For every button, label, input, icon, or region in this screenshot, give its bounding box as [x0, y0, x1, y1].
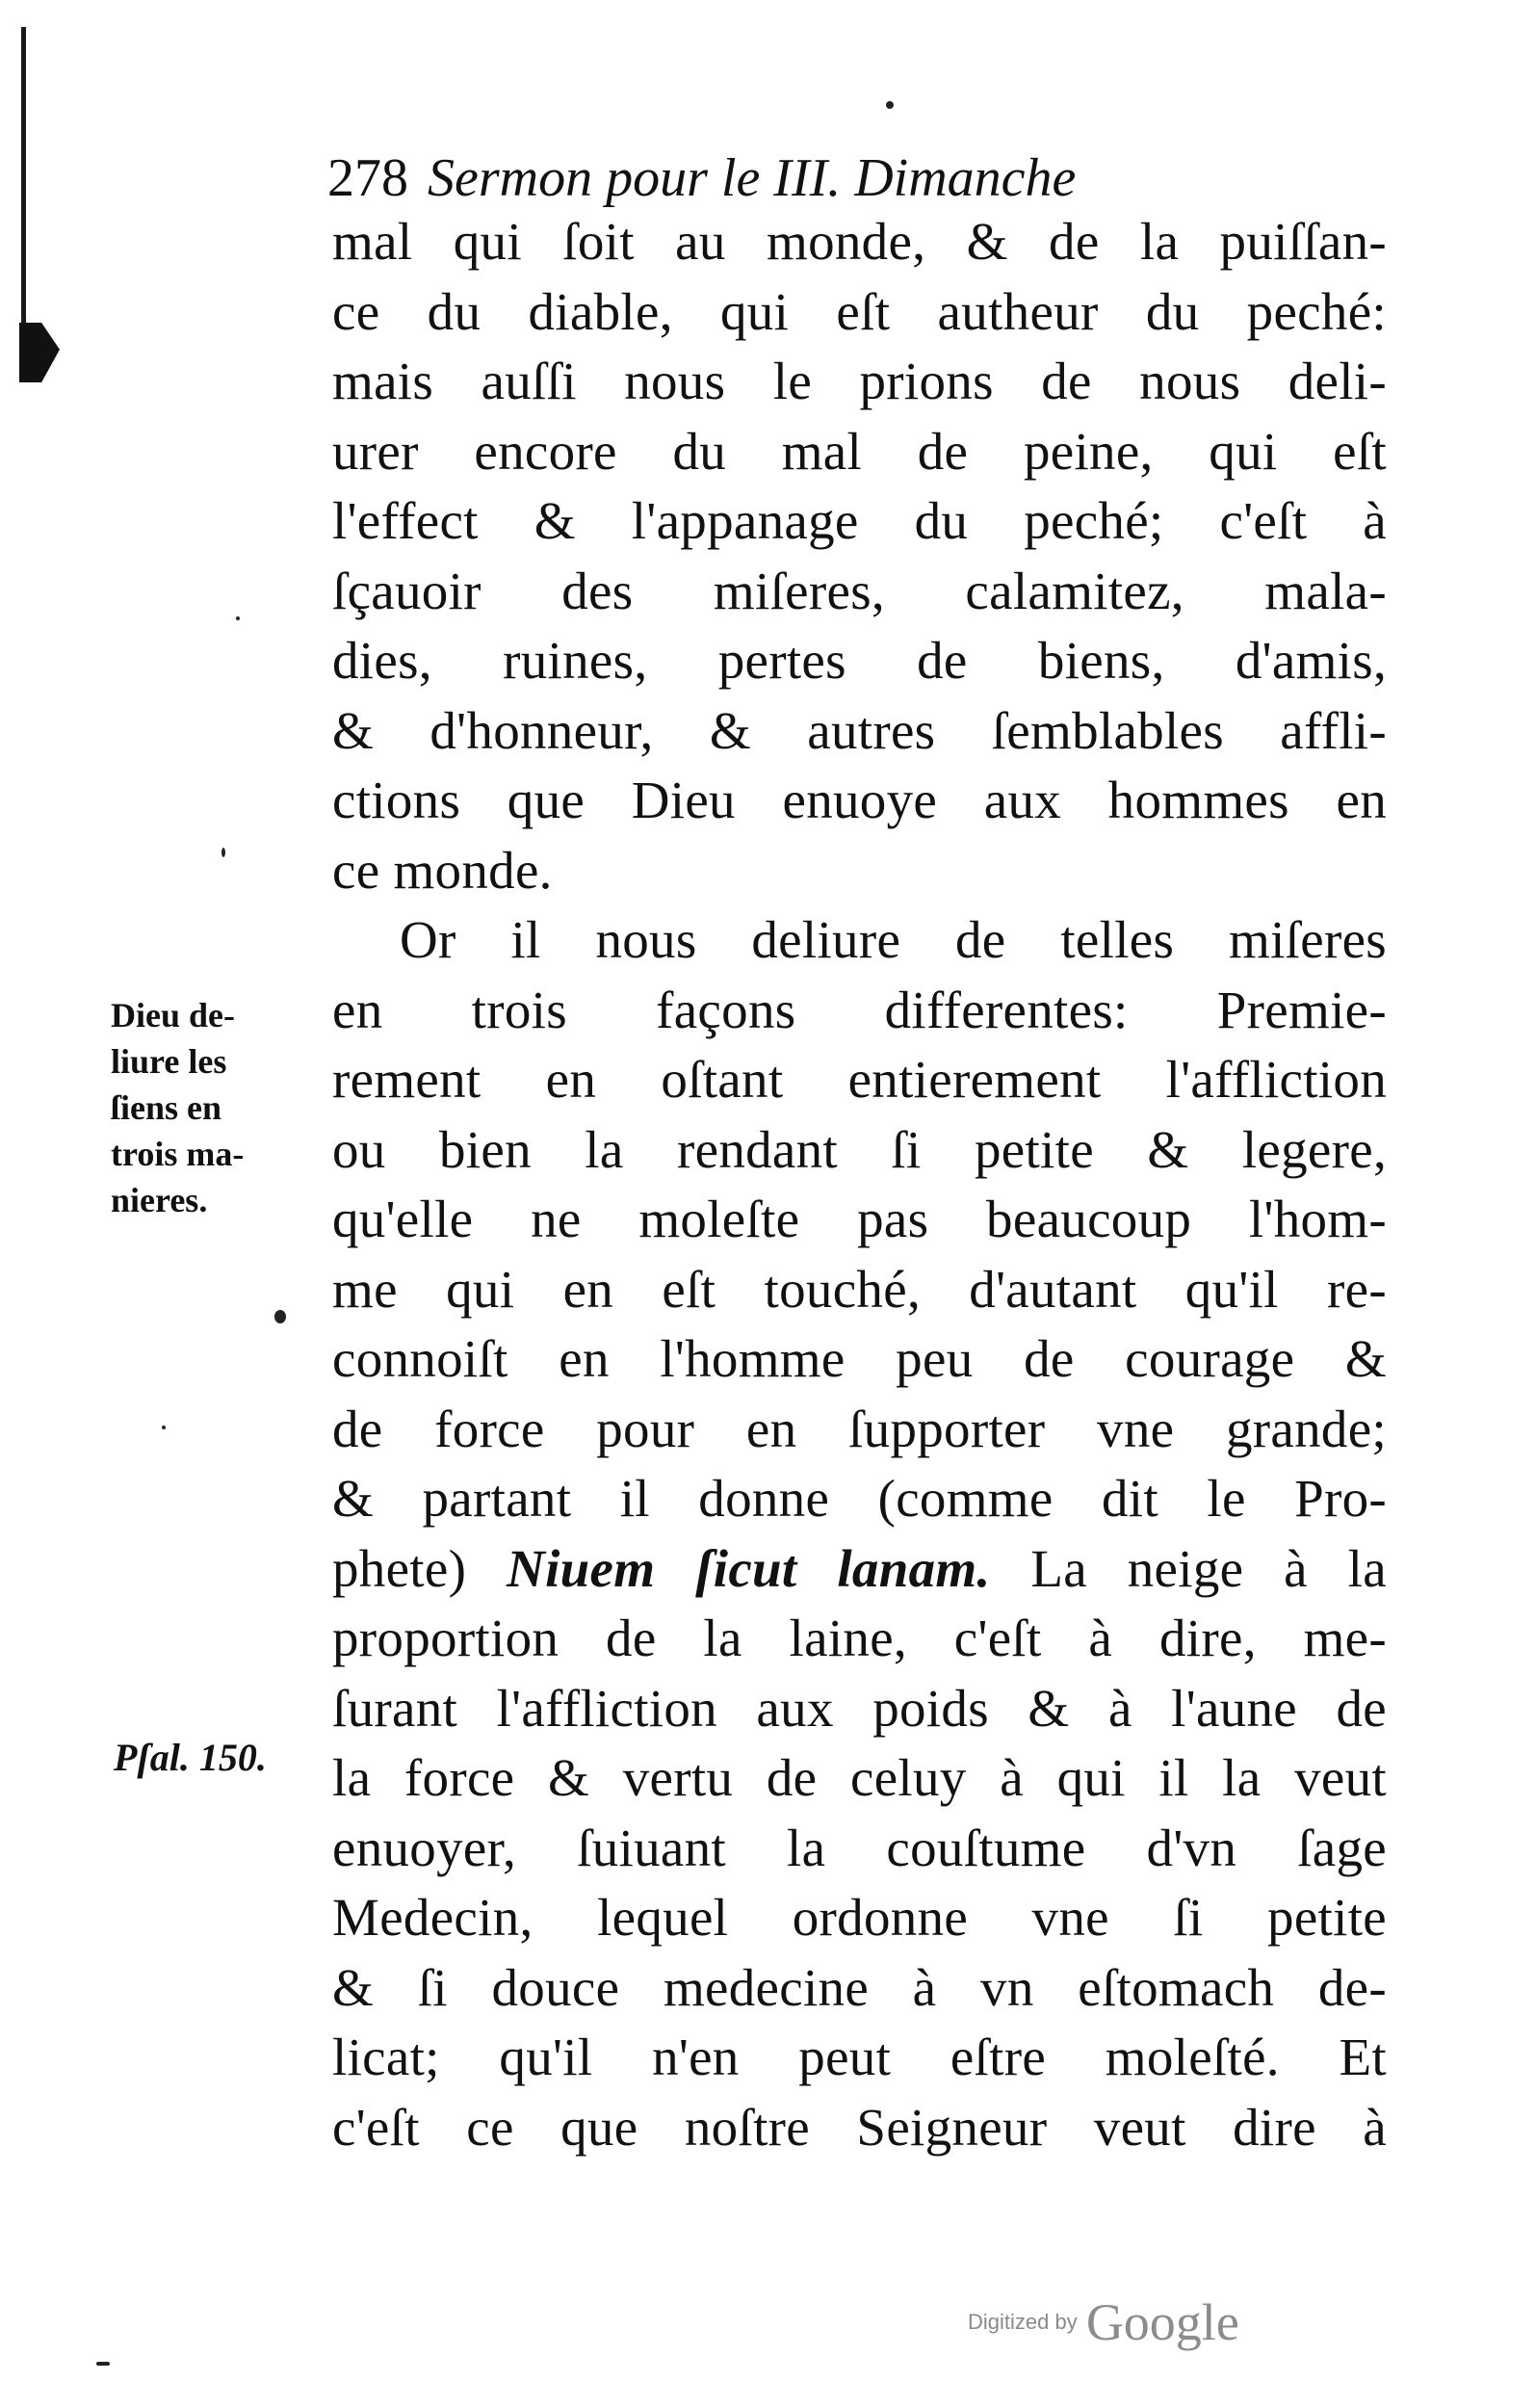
print-speck — [162, 1426, 166, 1429]
text-line: ce du diable, qui eſt autheur du peché: — [332, 281, 1387, 341]
digitized-label: Digitized by — [968, 2310, 1078, 2334]
running-header — [327, 140, 1290, 217]
text-line: ctions que Dieu enuoye aux hommes en — [332, 771, 1387, 829]
text-line: Medecin, lequel ordonne vne ſi petite — [332, 1888, 1387, 1947]
text-line: licat; qu'il n'en peut eſtre moleſté. Et — [332, 2028, 1387, 2086]
text-line: ſurant l'affliction aux poids & à l'aune de — [332, 1678, 1387, 1738]
print-speck — [236, 616, 240, 620]
text-line: me qui en eſt touché, d'autant qu'il re- — [332, 1259, 1387, 1319]
text-line: ſçauoir des miſeres, calamitez, mala- — [332, 561, 1387, 620]
text-line: c'eſt ce que noſtre Seigneur veut dire à — [332, 2097, 1387, 2157]
text-line: urer encore du mal de peine, qui eſt — [332, 421, 1387, 481]
text-line: rement en oſtant entierement l'affliction — [332, 1050, 1387, 1109]
print-speck — [96, 2362, 110, 2366]
text-line-latin — [332, 1534, 1387, 1605]
text-line: & partant il donne (comme dit le Pro- — [332, 1469, 1387, 1528]
text-line: enuoyer, ſuiuant la couſtume d'vn ſage — [332, 1818, 1387, 1877]
text-line: connoiſt en l'homme peu de courage & — [332, 1329, 1387, 1388]
text-line: & d'honneur, & autres ſemblables affli- — [332, 700, 1387, 760]
margin-note-line: ſiens en — [111, 1088, 222, 1127]
google-logo: Google — [1085, 2293, 1239, 2351]
text-line: & ſi douce medecine à vn eſtomach de- — [332, 1957, 1387, 2017]
text-line: ce monde. — [332, 840, 553, 900]
page-edge-tab — [19, 323, 60, 382]
print-speck — [274, 1310, 286, 1323]
psalm-reference: Pſal. 150. — [114, 1736, 267, 1779]
digitized-watermark — [968, 2292, 1239, 2350]
text-line: qu'elle ne moleſte pas beaucoup l'hom- — [332, 1190, 1387, 1248]
text-line: proportion de la laine, c'eſt à dire, me- — [332, 1609, 1387, 1667]
text-line: la force & vertu de celuy à qui il la veut — [332, 1748, 1387, 1807]
print-speck — [886, 101, 894, 109]
running-title: Sermon pour le III. Dimanche — [428, 148, 1077, 208]
margin-note-line: liure les — [111, 1042, 227, 1081]
page-edge-rule — [21, 27, 26, 345]
text-line: dies, ruines, pertes de biens, d'amis, — [332, 631, 1387, 690]
margin-note — [111, 992, 303, 1223]
text-line: ou bien la rendant ſi petite & legere, — [332, 1119, 1387, 1179]
text-fragment: phete) — [332, 1538, 467, 1598]
text-line: l'effect & l'appanage du peché; c'eſt à — [332, 491, 1387, 550]
text-line: mal qui ſoit au monde, & de la puiſſan- — [332, 212, 1387, 271]
page-number: 278 — [327, 148, 408, 208]
latin-quote: Niuem ſicut lanam. — [507, 1538, 991, 1598]
text-line: en trois façons differentes: Premie- — [332, 980, 1387, 1039]
margin-note-line: trois ma- — [111, 1135, 245, 1173]
text-line: de force pour en ſupporter vne grande; — [332, 1399, 1387, 1458]
text-line: Or il nous deliure de telles miſeres — [400, 910, 1387, 969]
margin-note-line: Dieu de- — [111, 996, 235, 1034]
text-fragment: La neige à la — [1030, 1538, 1387, 1598]
text-line: mais auſſi nous le prions de nous deli- — [332, 352, 1387, 410]
margin-note-line: nieres. — [111, 1181, 208, 1219]
print-speck — [221, 848, 225, 857]
sermon-text — [332, 207, 1387, 2162]
